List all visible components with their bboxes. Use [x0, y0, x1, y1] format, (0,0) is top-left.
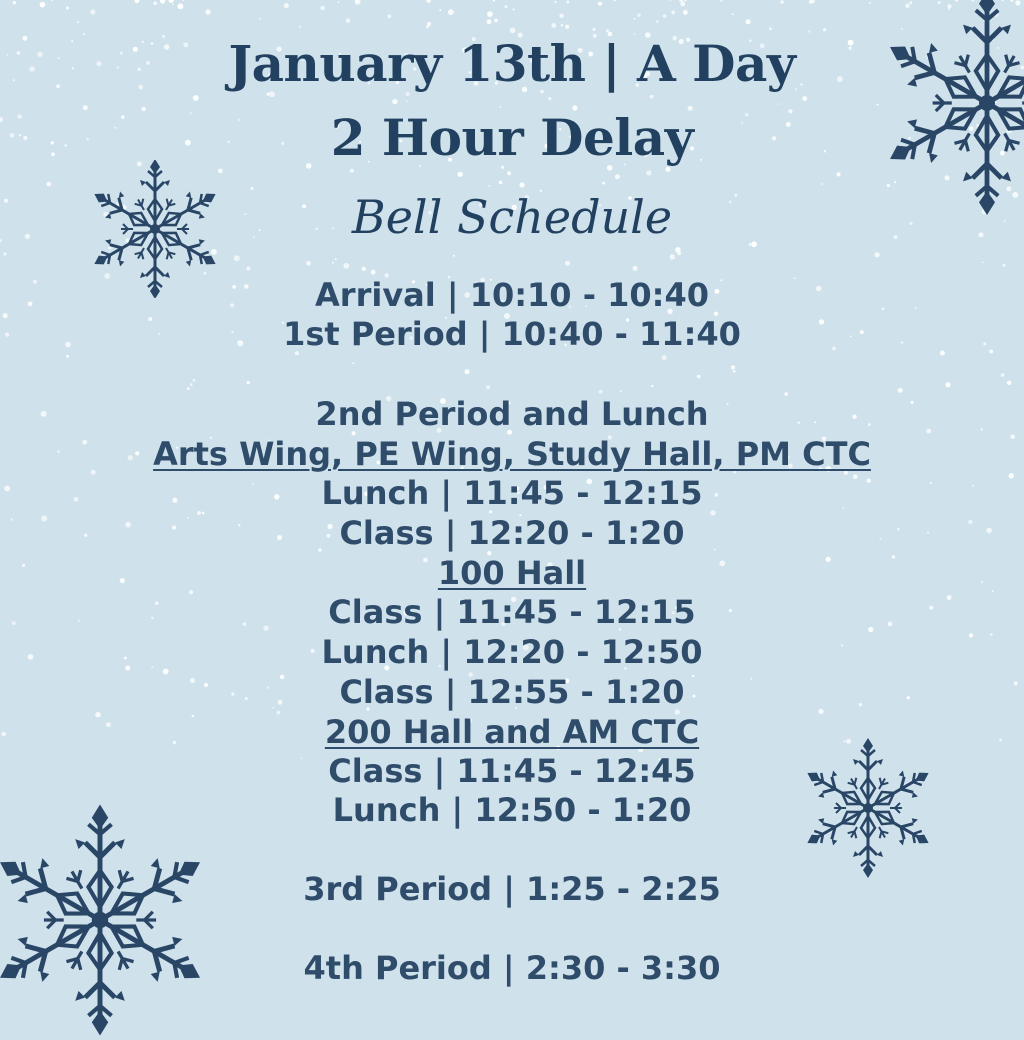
group-b-row: Class | 12:55 - 1:20	[339, 673, 685, 711]
snow-dot	[160, 0, 165, 4]
snow-dot	[284, 3, 289, 8]
snow-dot	[335, 258, 337, 260]
snow-dot	[565, 25, 569, 29]
snow-dot	[193, 379, 196, 382]
group-a-row: Lunch | 11:45 - 12:15	[321, 474, 703, 512]
snow-dot	[371, 270, 376, 275]
snow-dot	[615, 174, 620, 179]
snow-dot	[352, 362, 354, 364]
snow-dot	[190, 383, 193, 386]
snow-dot	[187, 387, 190, 390]
snow-dot	[598, 2, 602, 6]
snow-dot	[453, 255, 455, 257]
snow-dot	[499, 181, 503, 185]
snow-dot	[493, 0, 495, 2]
snow-dot	[4, 253, 7, 256]
snow-dot	[666, 167, 671, 172]
snow-dot	[458, 172, 463, 177]
period4-row: 4th Period | 2:30 - 3:30	[303, 949, 721, 987]
snow-dot	[427, 0, 431, 3]
snow-dot	[346, 18, 351, 23]
snow-dot	[671, 11, 675, 15]
snow-dot	[620, 390, 622, 392]
snow-dot	[566, 1, 569, 4]
snowflake-icon	[0, 800, 230, 1040]
snow-dot	[183, 0, 185, 1]
snow-dot	[494, 19, 498, 23]
snow-dot	[746, 19, 751, 24]
snow-dot	[606, 29, 609, 32]
snow-dot	[633, 266, 638, 271]
snow-dot	[90, 9, 95, 14]
snow-dot	[731, 365, 735, 369]
period1-row: 1st Period | 10:40 - 11:40	[283, 315, 741, 353]
snow-dot	[548, 97, 551, 100]
snow-dot	[350, 169, 354, 173]
snow-dot	[234, 255, 240, 261]
snow-dot	[362, 267, 366, 271]
snow-dot	[1001, 373, 1005, 377]
snow-dot	[259, 18, 261, 20]
group-b-heading: 100 Hall	[437, 554, 587, 592]
snow-dot	[593, 28, 596, 31]
snow-dot	[193, 95, 199, 101]
snow-dot	[47, 182, 52, 187]
snow-dot	[946, 382, 951, 387]
snow-dot	[637, 13, 640, 16]
snow-dot	[670, 254, 675, 259]
snow-dot	[343, 263, 349, 269]
snow-dot	[662, 355, 667, 360]
snow-dot	[559, 14, 563, 18]
snow-dot	[355, 0, 361, 5]
snow-dot	[1007, 381, 1011, 385]
snow-dot	[332, 262, 334, 264]
snow-dot	[778, 103, 780, 105]
snow-dot	[505, 5, 508, 8]
arrival-row: Arrival | 10:10 - 10:40	[315, 276, 709, 314]
group-c-row: Lunch | 12:50 - 1:20	[332, 791, 692, 829]
group-c-heading: 200 Hall and AM CTC	[324, 713, 700, 751]
snow-dot	[769, 28, 772, 31]
snow-dot	[487, 11, 493, 17]
snow-dot	[614, 0, 616, 1]
snow-dot	[427, 22, 431, 26]
snow-dot	[663, 14, 667, 18]
snow-dot	[875, 252, 880, 257]
snow-dot	[1003, 264, 1006, 267]
snow-dot	[898, 388, 903, 393]
snow-dot	[178, 3, 184, 9]
group-c-row: Class | 11:45 - 12:45	[328, 752, 696, 790]
snow-dot	[486, 385, 490, 389]
page-title-line2: 2 Hour Delay	[330, 108, 694, 167]
page-title: January 13th | A Day	[228, 34, 796, 93]
snow-dot	[169, 0, 174, 3]
snow-dot	[507, 171, 511, 175]
snow-dot	[555, 1, 557, 3]
snow-dot	[299, 26, 301, 28]
snow-dot	[802, 96, 807, 101]
snow-dot	[821, 183, 823, 185]
snow-dot	[320, 6, 325, 11]
snow-dot	[247, 381, 250, 384]
snow-dot	[338, 2, 340, 4]
snow-dot	[465, 369, 470, 374]
snow-dot	[387, 14, 391, 18]
period3-row: 3rd Period | 1:25 - 2:25	[303, 870, 721, 908]
snow-dot	[680, 2, 685, 7]
snow-dot	[677, 251, 681, 255]
snow-dot	[697, 375, 701, 379]
snow-dot	[392, 99, 397, 104]
snow-dot	[135, 0, 140, 3]
snow-dot	[982, 262, 984, 264]
snow-dot	[448, 9, 454, 15]
group-b-row: Lunch | 12:20 - 12:50	[321, 633, 703, 671]
snow-dot	[66, 355, 69, 358]
snow-dot	[551, 23, 556, 28]
subtitle: Bell Schedule	[351, 190, 673, 244]
snow-dot	[206, 9, 211, 14]
snow-dot	[520, 182, 525, 187]
snow-dot	[646, 170, 651, 175]
snow-dot	[684, 0, 686, 1]
period2-heading: 2nd Period and Lunch	[315, 395, 709, 433]
snow-dot	[808, 30, 810, 32]
snow-dot	[683, 10, 688, 15]
snow-dot	[837, 172, 841, 176]
snow-dot	[51, 0, 53, 1]
snow-dot	[656, 20, 658, 22]
snow-dot	[732, 13, 734, 15]
group-a-row: Class | 12:20 - 1:20	[339, 514, 685, 552]
snow-dot	[669, 0, 671, 1]
snow-dot	[561, 24, 563, 26]
snow-dot	[780, 0, 783, 3]
snow-dot	[510, 28, 516, 34]
snow-dot	[77, 21, 79, 23]
snow-dot	[306, 261, 311, 266]
snow-dot	[246, 266, 250, 270]
snow-dot	[40, 2, 46, 8]
snow-dot	[172, 3, 174, 5]
snow-dot	[153, 2, 157, 6]
group-b-row: Class | 11:45 - 12:15	[328, 593, 696, 631]
snow-dot	[634, 18, 636, 20]
group-a-heading: Arts Wing, PE Wing, Study Hall, PM CTC	[153, 435, 871, 473]
snow-dot	[267, 93, 270, 96]
snow-dot	[565, 261, 570, 266]
snow-dot	[487, 19, 492, 24]
snow-dot	[426, 25, 429, 28]
snow-dot	[489, 185, 491, 187]
snow-dot	[13, 1, 16, 4]
snow-dot	[406, 101, 408, 103]
snow-dot	[720, 0, 722, 2]
snow-dot	[733, 370, 736, 373]
snow-dot	[650, 95, 654, 99]
snow-dot	[823, 28, 826, 31]
snow-dot	[513, 8, 515, 10]
snow-dot	[66, 6, 69, 9]
snow-dot	[651, 385, 653, 387]
snow-dot	[602, 182, 605, 185]
snow-dot	[439, 9, 441, 11]
